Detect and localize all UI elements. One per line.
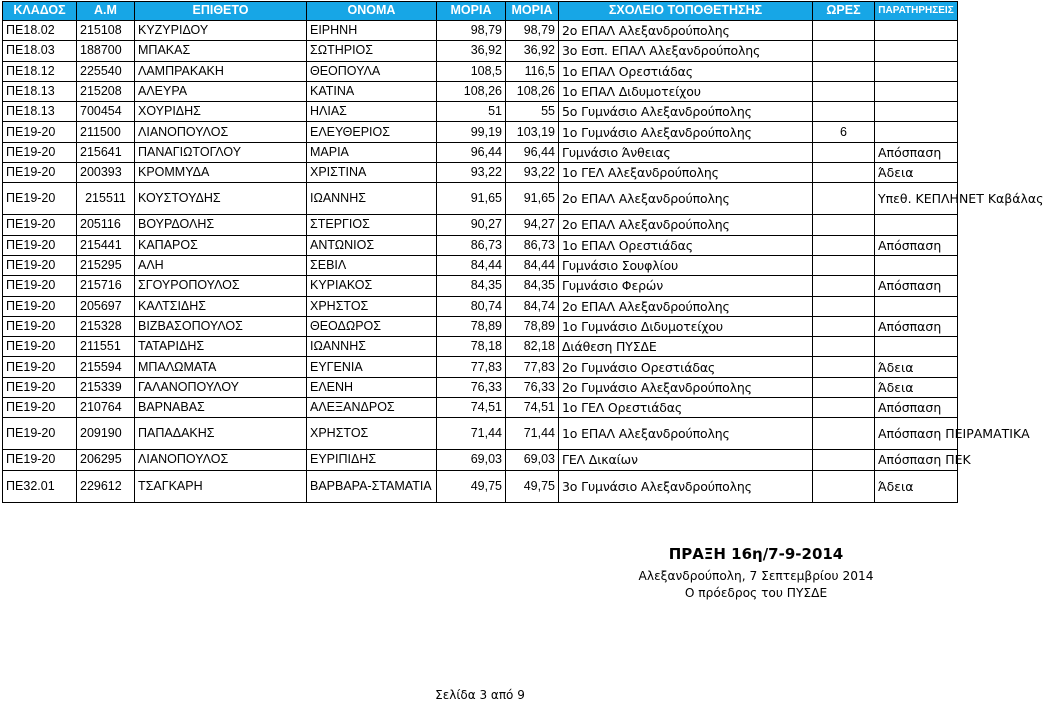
cell-moria-2: 84,74 (506, 296, 559, 316)
cell-onoma: ΣΤΕΡΓΙΟΣ (307, 215, 437, 235)
cell-remarks: Απόσπαση (875, 142, 958, 162)
cell-moria-2: 94,27 (506, 215, 559, 235)
cell-school: 2ο Γυμνάσιο Ορεστιάδας (559, 357, 813, 377)
cell-klados: ΠΕ18.02 (3, 21, 77, 41)
cell-moria-2: 91,65 (506, 183, 559, 215)
cell-school: Διάθεση ΠΥΣΔΕ (559, 337, 813, 357)
cell-onoma: ΕΛΕΝΗ (307, 377, 437, 397)
cell-school: 1ο ΕΠΑΛ Διδυμοτείχου (559, 81, 813, 101)
cell-school: 2ο ΕΠΑΛ Αλεξανδρούπολης (559, 21, 813, 41)
cell-moria-2: 93,22 (506, 163, 559, 183)
cell-epitheto: ΚΑΛΤΣΙΔΗΣ (135, 296, 307, 316)
cell-moria: 96,44 (437, 142, 506, 162)
cell-remarks (875, 21, 958, 41)
cell-am: 215339 (77, 377, 135, 397)
cell-remarks (875, 61, 958, 81)
cell-moria-2: 78,89 (506, 316, 559, 336)
cell-ores (813, 61, 875, 81)
cell-onoma: ΣΩΤΗΡΙΟΣ (307, 41, 437, 61)
cell-moria-2: 49,75 (506, 470, 559, 502)
cell-am: 215295 (77, 255, 135, 275)
cell-school: 1ο ΕΠΑΛ Ορεστιάδας (559, 61, 813, 81)
cell-epitheto: ΠΑΝΑΓΙΩΤΟΓΛΟΥ (135, 142, 307, 162)
cell-epitheto: ΑΛΕΥΡΑ (135, 81, 307, 101)
col-header-epitheto: ΕΠΙΘΕΤΟ (135, 2, 307, 21)
cell-onoma: ΙΩΑΝΝΗΣ (307, 183, 437, 215)
table-row (3, 276, 958, 296)
cell-klados: ΠΕ19-20 (3, 377, 77, 397)
cell-ores (813, 183, 875, 215)
cell-moria-2: 98,79 (506, 21, 559, 41)
cell-remarks (875, 337, 958, 357)
cell-klados: ΠΕ19-20 (3, 215, 77, 235)
cell-moria-2: 55 (506, 102, 559, 122)
cell-moria-2: 86,73 (506, 235, 559, 255)
cell-moria: 36,92 (437, 41, 506, 61)
table-row (3, 163, 958, 183)
praxi-title: ΠΡΑΞΗ 16η/7-9-2014 (668, 545, 844, 563)
cell-moria-2: 76,33 (506, 377, 559, 397)
cell-moria-2: 74,51 (506, 398, 559, 418)
cell-remarks: Άδεια (875, 163, 958, 183)
cell-ores (813, 163, 875, 183)
cell-remarks (875, 215, 958, 235)
table-row (3, 235, 958, 255)
table-row (3, 470, 958, 502)
cell-epitheto: ΜΠΑΚΑΣ (135, 41, 307, 61)
cell-am: 210764 (77, 398, 135, 418)
cell-am: 205697 (77, 296, 135, 316)
cell-klados: ΠΕ19-20 (3, 337, 77, 357)
table-row (3, 316, 958, 336)
cell-moria: 71,44 (437, 418, 506, 450)
cell-epitheto: ΜΠΑΛΩΜΑΤΑ (135, 357, 307, 377)
cell-am: 211551 (77, 337, 135, 357)
cell-epitheto: ΛΙΑΝΟΠΟΥΛΟΣ (135, 450, 307, 470)
cell-moria: 51 (437, 102, 506, 122)
cell-klados: ΠΕ18.13 (3, 102, 77, 122)
cell-school: 2ο ΕΠΑΛ Αλεξανδρούπολης (559, 215, 813, 235)
cell-onoma: ΜΑΡΙΑ (307, 142, 437, 162)
cell-moria: 99,19 (437, 122, 506, 142)
cell-school: 2ο Γυμνάσιο Αλεξανδρούπολης (559, 377, 813, 397)
cell-ores (813, 21, 875, 41)
cell-school: Γυμνάσιο Άνθειας (559, 142, 813, 162)
cell-epitheto: ΑΛΗ (135, 255, 307, 275)
cell-klados: ΠΕ19-20 (3, 255, 77, 275)
cell-onoma: ΕΥΓΕΝΙΑ (307, 357, 437, 377)
cell-klados: ΠΕ19-20 (3, 235, 77, 255)
cell-klados: ΠΕ19-20 (3, 163, 77, 183)
cell-ores (813, 102, 875, 122)
table-row (3, 183, 958, 215)
cell-ores (813, 235, 875, 255)
cell-school: 2ο ΕΠΑΛ Αλεξανδρούπολης (559, 296, 813, 316)
cell-school: 1ο Γυμνάσιο Διδυμοτείχου (559, 316, 813, 336)
table-row (3, 337, 958, 357)
cell-epitheto: ΚΥΖΥΡΙΔΟΥ (135, 21, 307, 41)
cell-school: Γυμνάσιο Σουφλίου (559, 255, 813, 275)
cell-school: 3ο Εσπ. ΕΠΑΛ Αλεξανδρούπολης (559, 41, 813, 61)
cell-klados: ΠΕ19-20 (3, 316, 77, 336)
cell-klados: ΠΕ19-20 (3, 183, 77, 215)
table-row (3, 215, 958, 235)
cell-school: 1ο ΕΠΑΛ Αλεξανδρούπολης (559, 418, 813, 450)
cell-klados: ΠΕ18.03 (3, 41, 77, 61)
header-row (3, 2, 958, 21)
cell-moria: 80,74 (437, 296, 506, 316)
cell-moria: 98,79 (437, 21, 506, 41)
cell-ores (813, 296, 875, 316)
cell-moria: 84,44 (437, 255, 506, 275)
cell-epitheto: ΒΑΡΝΑΒΑΣ (135, 398, 307, 418)
cell-moria: 69,03 (437, 450, 506, 470)
cell-epitheto: ΓΑΛΑΝΟΠΟΥΛΟΥ (135, 377, 307, 397)
cell-moria-2: 36,92 (506, 41, 559, 61)
cell-ores (813, 81, 875, 101)
cell-ores: 6 (813, 122, 875, 142)
cell-am: 215208 (77, 81, 135, 101)
cell-moria-2: 108,26 (506, 81, 559, 101)
cell-remarks: Άδεια (875, 470, 958, 502)
cell-school: 1ο ΕΠΑΛ Ορεστιάδας (559, 235, 813, 255)
signature-block (636, 545, 876, 602)
table-row (3, 377, 958, 397)
cell-onoma: ΧΡΗΣΤΟΣ (307, 296, 437, 316)
cell-school: 5ο Γυμνάσιο Αλεξανδρούπολης (559, 102, 813, 122)
cell-school: ΓΕΛ Δικαίων (559, 450, 813, 470)
cell-epitheto: ΒΙΖΒΑΣΟΠΟΥΛΟΣ (135, 316, 307, 336)
cell-am: 215108 (77, 21, 135, 41)
cell-remarks: Απόσπαση (875, 276, 958, 296)
cell-klados: ΠΕ19-20 (3, 398, 77, 418)
cell-klados: ΠΕ19-20 (3, 418, 77, 450)
cell-am: 215511 (77, 183, 135, 215)
table-row (3, 357, 958, 377)
page-number: Σελίδα 3 από 9 (435, 688, 525, 702)
table-row (3, 81, 958, 101)
cell-am: 229612 (77, 470, 135, 502)
cell-onoma: ΑΛΕΞΑΝΔΡΟΣ (307, 398, 437, 418)
cell-moria-2: 77,83 (506, 357, 559, 377)
cell-school: 1ο Γυμνάσιο Αλεξανδρούπολης (559, 122, 813, 142)
cell-onoma: ΚΑΤΙΝΑ (307, 81, 437, 101)
col-header-onoma: ΟΝΟΜΑ (307, 2, 437, 21)
cell-am: 215441 (77, 235, 135, 255)
cell-school: Γυμνάσιο Φερών (559, 276, 813, 296)
cell-moria-2: 96,44 (506, 142, 559, 162)
cell-klados: ΠΕ19-20 (3, 357, 77, 377)
cell-remarks: Άδεια (875, 357, 958, 377)
col-header-ores: ΩΡΕΣ (813, 2, 875, 21)
cell-am: 209190 (77, 418, 135, 450)
cell-moria: 91,65 (437, 183, 506, 215)
col-header-school: ΣΧΟΛΕΙΟ ΤΟΠΟΘΕΤΗΣΗΣ (559, 2, 813, 21)
col-header-klados: ΚΛΑΔΟΣ (3, 2, 77, 21)
table-row (3, 41, 958, 61)
table-row (3, 21, 958, 41)
table-row (3, 142, 958, 162)
cell-school: 1ο ΓΕΛ Ορεστιάδας (559, 398, 813, 418)
cell-remarks (875, 296, 958, 316)
cell-am: 225540 (77, 61, 135, 81)
table-row (3, 450, 958, 470)
cell-moria: 108,26 (437, 81, 506, 101)
cell-moria: 74,51 (437, 398, 506, 418)
cell-moria: 108,5 (437, 61, 506, 81)
cell-epitheto: ΛΑΜΠΡΑΚΑΚΗ (135, 61, 307, 81)
cell-am: 215328 (77, 316, 135, 336)
cell-remarks: Άδεια (875, 377, 958, 397)
cell-klados: ΠΕ19-20 (3, 450, 77, 470)
cell-ores (813, 470, 875, 502)
cell-ores (813, 418, 875, 450)
table-row (3, 61, 958, 81)
cell-remarks (875, 102, 958, 122)
cell-ores (813, 450, 875, 470)
cell-onoma: ΑΝΤΩΝΙΟΣ (307, 235, 437, 255)
table-row (3, 122, 958, 142)
cell-klados: ΠΕ19-20 (3, 276, 77, 296)
cell-school: 1ο ΓΕΛ Αλεξανδρούπολης (559, 163, 813, 183)
cell-am: 215641 (77, 142, 135, 162)
cell-moria: 84,35 (437, 276, 506, 296)
cell-moria: 78,89 (437, 316, 506, 336)
cell-epitheto: ΣΓΟΥΡΟΠΟΥΛΟΣ (135, 276, 307, 296)
table-row (3, 255, 958, 275)
cell-remarks (875, 255, 958, 275)
place-date: Αλεξανδρούπολη, 7 Σεπτεμβρίου 2014 (638, 569, 874, 583)
cell-ores (813, 357, 875, 377)
cell-remarks (875, 41, 958, 61)
cell-epitheto: ΚΑΠΑΡΟΣ (135, 235, 307, 255)
cell-remarks: Υπεθ. ΚΕΠΛΗΝΕΤ Καβάλας (875, 183, 958, 215)
cell-ores (813, 337, 875, 357)
cell-epitheto: ΧΟΥΡΙΔΗΣ (135, 102, 307, 122)
cell-moria-2: 82,18 (506, 337, 559, 357)
col-header-am: Α.Μ (77, 2, 135, 21)
cell-klados: ΠΕ18.12 (3, 61, 77, 81)
table-row (3, 398, 958, 418)
cell-am: 188700 (77, 41, 135, 61)
cell-onoma: ΧΡΗΣΤΟΣ (307, 418, 437, 450)
placements-table (2, 1, 1043, 503)
cell-moria-2: 69,03 (506, 450, 559, 470)
cell-am: 200393 (77, 163, 135, 183)
cell-onoma: ΘΕΟΠΟΥΛΑ (307, 61, 437, 81)
cell-school: 2ο ΕΠΑΛ Αλεξανδρούπολης (559, 183, 813, 215)
col-header-moria-2: ΜΟΡΙΑ (506, 2, 559, 21)
cell-ores (813, 377, 875, 397)
cell-am: 206295 (77, 450, 135, 470)
cell-am: 215594 (77, 357, 135, 377)
cell-onoma: ΒΑΡΒΑΡΑ-ΣΤΑΜΑΤΙΑ (307, 470, 437, 502)
cell-remarks: Απόσπαση (875, 316, 958, 336)
cell-moria: 76,33 (437, 377, 506, 397)
cell-remarks: Απόσπαση (875, 398, 958, 418)
cell-school: 3ο Γυμνάσιο Αλεξανδρούπολης (559, 470, 813, 502)
table-row (3, 296, 958, 316)
cell-remarks: Απόσπαση ΠΕΚ (875, 450, 958, 470)
cell-am: 205116 (77, 215, 135, 235)
cell-remarks: Απόσπαση (875, 235, 958, 255)
cell-ores (813, 398, 875, 418)
cell-onoma: ΧΡΙΣΤΙΝΑ (307, 163, 437, 183)
cell-moria-2: 103,19 (506, 122, 559, 142)
cell-ores (813, 215, 875, 235)
cell-onoma: ΕΛΕΥΘΕΡΙΟΣ (307, 122, 437, 142)
cell-moria: 78,18 (437, 337, 506, 357)
cell-onoma: ΚΥΡΙΑΚΟΣ (307, 276, 437, 296)
table-row (3, 102, 958, 122)
cell-ores (813, 142, 875, 162)
cell-moria: 90,27 (437, 215, 506, 235)
cell-onoma: ΙΩΑΝΝΗΣ (307, 337, 437, 357)
cell-epitheto: ΒΟΥΡΔΟΛΗΣ (135, 215, 307, 235)
cell-moria-2: 84,44 (506, 255, 559, 275)
table-body (3, 21, 1043, 503)
cell-epitheto: ΤΑΤΑΡΙΔΗΣ (135, 337, 307, 357)
cell-klados: ΠΕ32.01 (3, 470, 77, 502)
cell-remarks (875, 81, 958, 101)
cell-ores (813, 276, 875, 296)
cell-remarks (875, 122, 958, 142)
cell-onoma: ΘΕΟΔΩΡΟΣ (307, 316, 437, 336)
cell-ores (813, 255, 875, 275)
cell-klados: ΠΕ18.13 (3, 81, 77, 101)
cell-onoma: ΕΥΡΙΠΙΔΗΣ (307, 450, 437, 470)
cell-onoma: ΗΛΙΑΣ (307, 102, 437, 122)
cell-klados: ΠΕ19-20 (3, 142, 77, 162)
cell-moria: 93,22 (437, 163, 506, 183)
col-header-remarks: ΠΑΡΑΤΗΡΗΣΕΙΣ (875, 2, 958, 21)
cell-ores (813, 41, 875, 61)
cell-epitheto: ΠΑΠΑΔΑΚΗΣ (135, 418, 307, 450)
cell-moria-2: 71,44 (506, 418, 559, 450)
cell-epitheto: ΚΡΟΜΜΥΔΑ (135, 163, 307, 183)
cell-onoma: ΕΙΡΗΝΗ (307, 21, 437, 41)
table-row (3, 418, 958, 450)
cell-epitheto: ΛΙΑΝΟΠΟΥΛΟΣ (135, 122, 307, 142)
table-header (3, 2, 958, 21)
cell-moria: 86,73 (437, 235, 506, 255)
cell-klados: ΠΕ19-20 (3, 296, 77, 316)
cell-remarks: Απόσπαση ΠΕΙΡΑΜΑΤΙΚΑ (875, 418, 958, 450)
cell-moria: 49,75 (437, 470, 506, 502)
cell-moria-2: 84,35 (506, 276, 559, 296)
cell-epitheto: ΤΣΑΓΚΑΡΗ (135, 470, 307, 502)
cell-klados: ΠΕ19-20 (3, 122, 77, 142)
cell-epitheto: ΚΟΥΣΤΟΥΔΗΣ (135, 183, 307, 215)
cell-moria-2: 116,5 (506, 61, 559, 81)
col-header-moria: ΜΟΡΙΑ (437, 2, 506, 21)
cell-am: 700454 (77, 102, 135, 122)
cell-onoma: ΣΕΒΙΛ (307, 255, 437, 275)
cell-am: 215716 (77, 276, 135, 296)
cell-am: 211500 (77, 122, 135, 142)
cell-ores (813, 316, 875, 336)
signer: Ο πρόεδρος του ΠΥΣΔΕ (684, 586, 828, 600)
cell-moria: 77,83 (437, 357, 506, 377)
